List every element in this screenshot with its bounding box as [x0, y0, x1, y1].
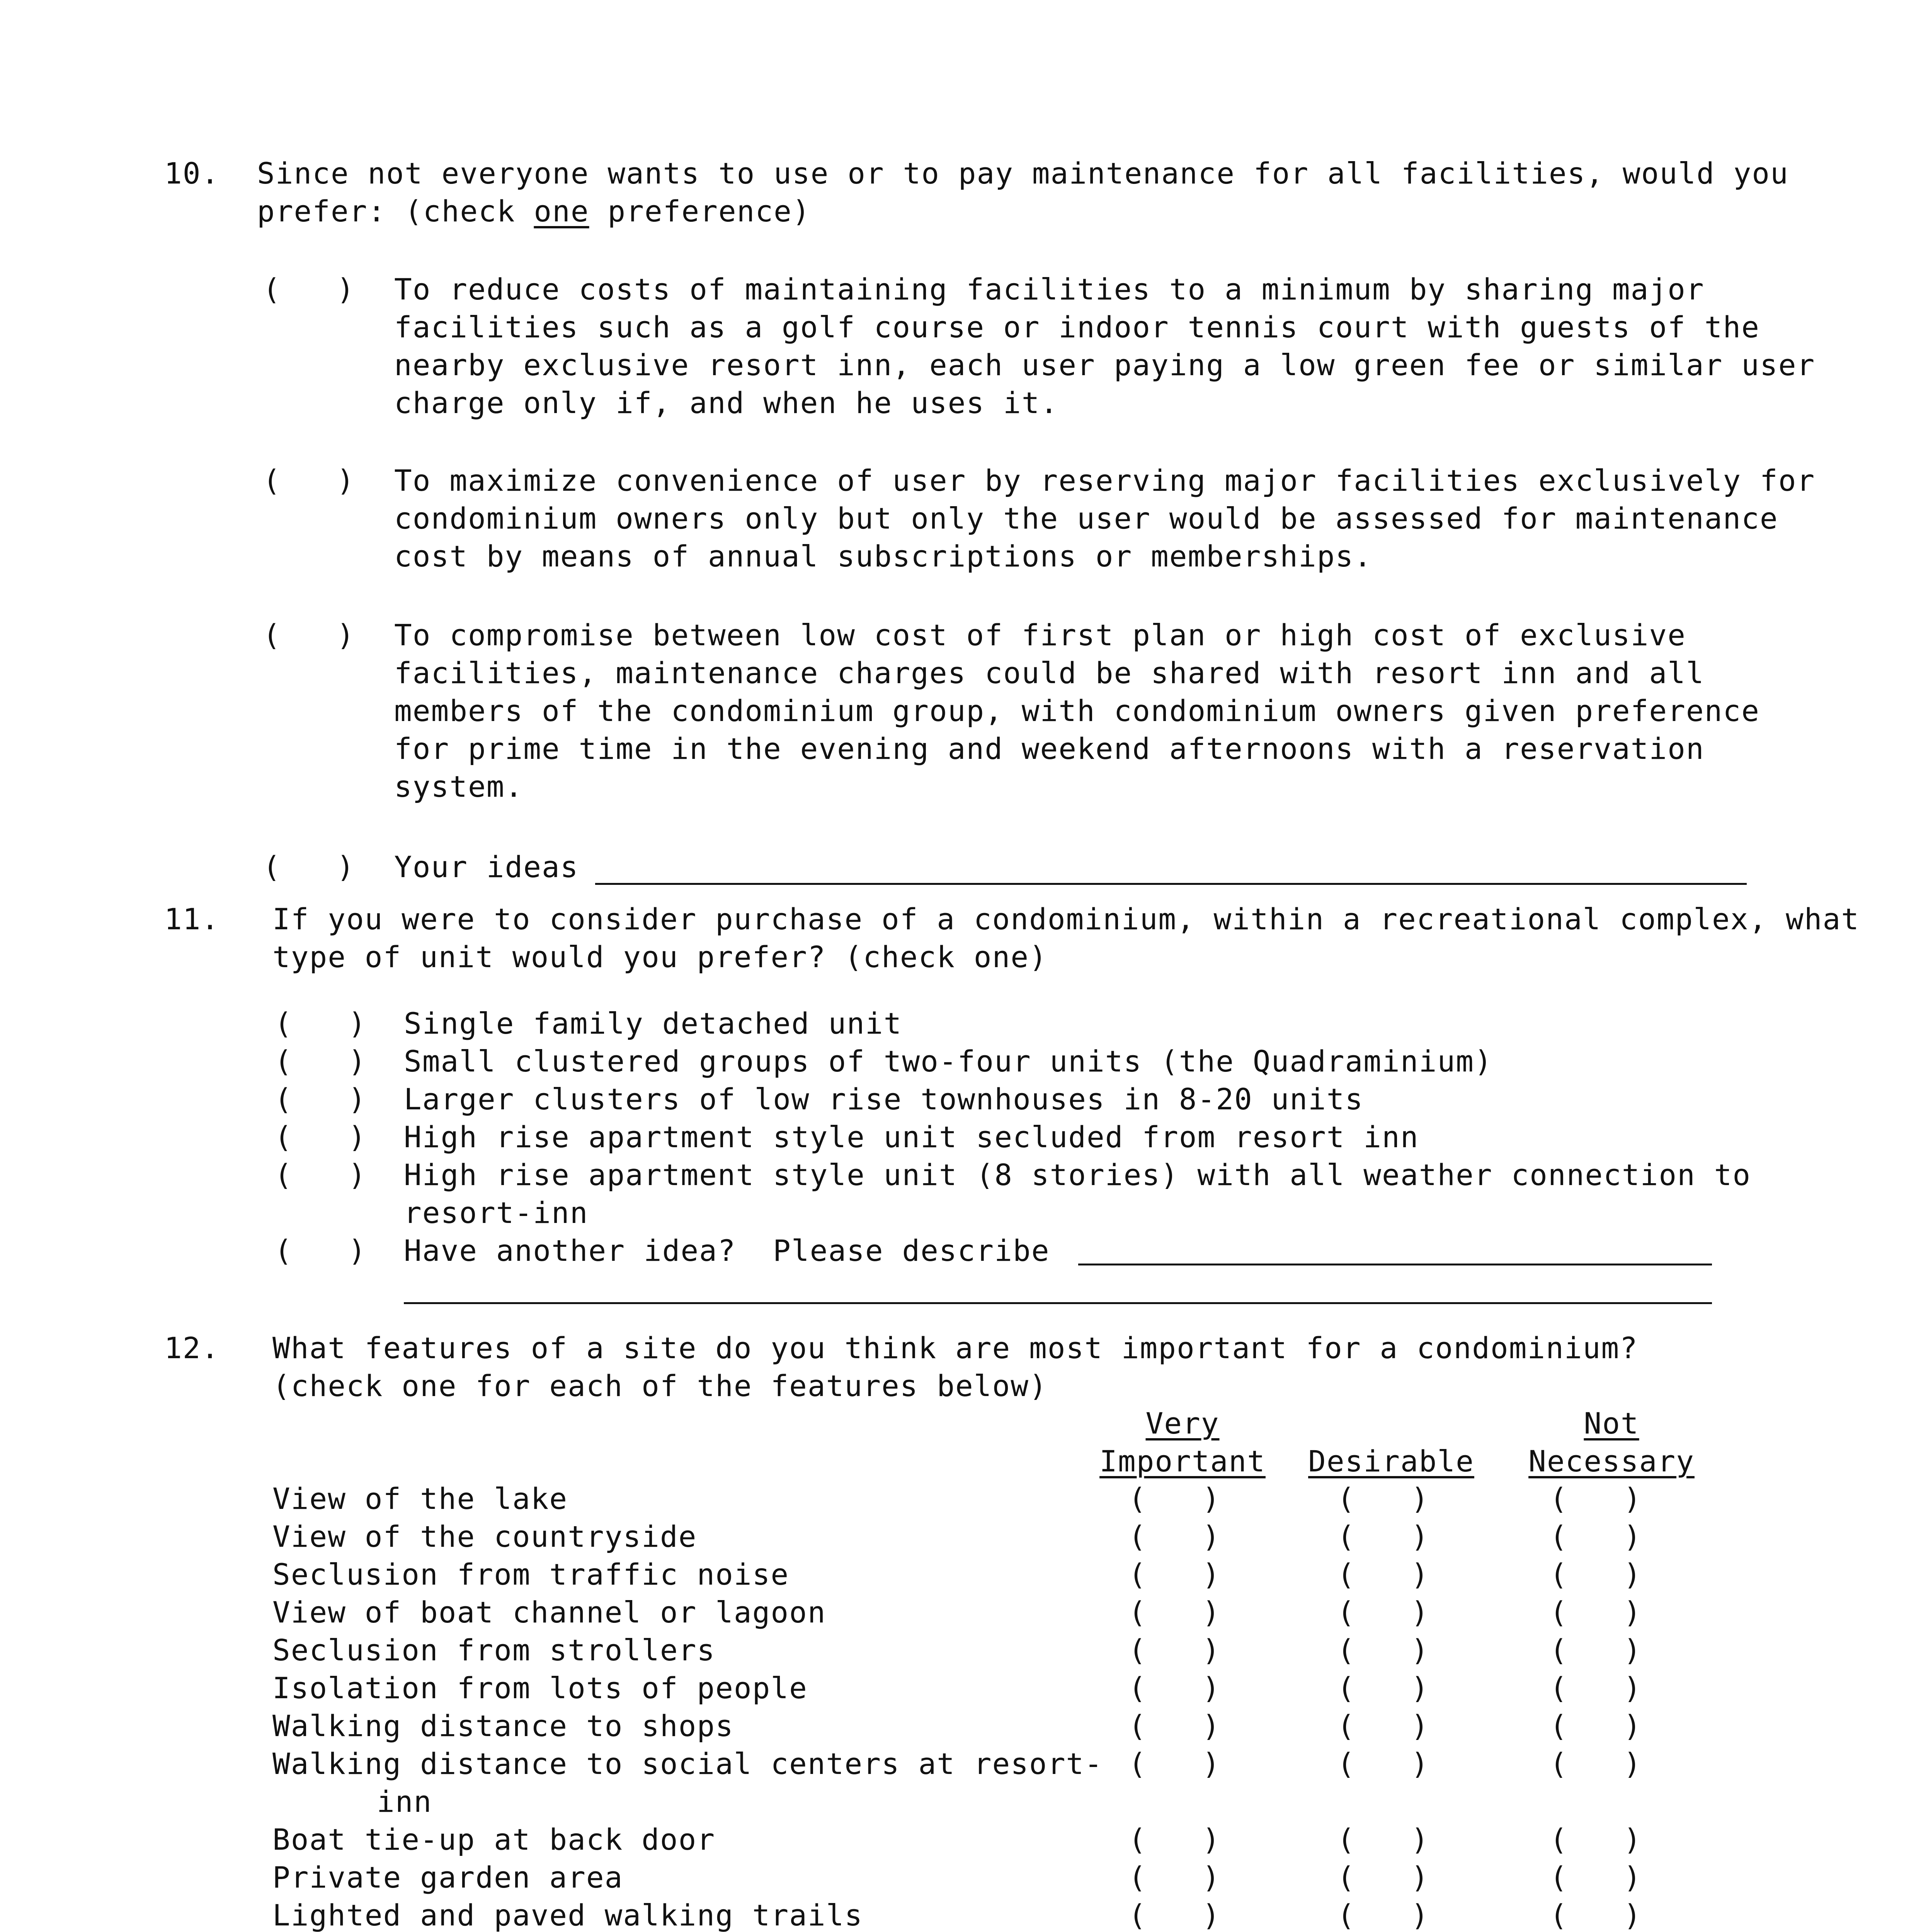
q11-option-4-checkbox[interactable]: ( ) — [274, 1120, 367, 1154]
feature-label: Walking distance to social centers at resort-inn — [272, 1747, 1103, 1819]
q11-option-3-text: Larger clusters of low rise townhouses in 8-20 units — [404, 1082, 1364, 1116]
q11-option-3-checkbox[interactable]: ( ) — [274, 1082, 367, 1116]
rating-checkbox-not-necessary[interactable]: ( ) — [1550, 1633, 1642, 1667]
rating-checkbox-desirable[interactable]: ( ) — [1337, 1595, 1429, 1629]
q11-option-6-checkbox[interactable]: ( ) — [274, 1233, 367, 1268]
q10-option-2-checkbox[interactable]: ( ) — [263, 463, 355, 498]
feature-label: View of the lake — [272, 1481, 568, 1516]
q10-option-1-text: To reduce costs of maintaining facilities to a minimum by sharing major facilities such as a golf course or indoor tennis court with guests of the nearby exclusive resort inn, each user paying a low green fee or similar user charge only if, and when he uses it. — [394, 272, 1816, 420]
question-12-number: 12. — [164, 1331, 220, 1365]
rating-checkbox-not-necessary[interactable]: ( ) — [1550, 1747, 1642, 1781]
rating-checkbox-not-necessary[interactable]: ( ) — [1550, 1671, 1642, 1705]
rating-checkbox-not-necessary[interactable]: ( ) — [1550, 1557, 1642, 1592]
q10-option-3-checkbox[interactable]: ( ) — [263, 618, 355, 652]
q11-option-4-text: High rise apartment style unit secluded from resort inn — [404, 1120, 1419, 1154]
q11-option-2-text: Small clustered groups of two-four units (the Quadraminium) — [404, 1044, 1493, 1078]
feature-label: Lighted and paved walking trails — [272, 1898, 863, 1932]
feature-label: View of the countryside — [272, 1519, 697, 1554]
rating-checkbox-not-necessary[interactable]: ( ) — [1550, 1481, 1642, 1516]
rating-checkbox-very-important[interactable]: ( ) — [1128, 1898, 1221, 1932]
q11-option-2-checkbox[interactable]: ( ) — [274, 1044, 367, 1078]
q10-option-3-text: To compromise between low cost of first plan or high cost of exclusive facilities, maintenance charges could be shared with resort inn and all members of the condominium group, with condominium owners given preference for prime time in the evening and weekend afternoons with a reservation system. — [394, 618, 1760, 804]
feature-label: View of boat channel or lagoon — [272, 1595, 826, 1629]
feature-label: Boat tie-up at back door — [272, 1822, 716, 1857]
feature-label: Isolation from lots of people — [272, 1671, 808, 1705]
rating-checkbox-very-important[interactable]: ( ) — [1128, 1481, 1221, 1516]
q10-option-1-checkbox[interactable]: ( ) — [263, 272, 355, 306]
q11-option-1-text: Single family detached unit — [404, 1006, 902, 1041]
rating-checkbox-desirable[interactable]: ( ) — [1337, 1519, 1429, 1554]
rating-checkbox-very-important[interactable]: ( ) — [1128, 1671, 1221, 1705]
rating-checkbox-not-necessary[interactable]: ( ) — [1550, 1519, 1642, 1554]
feature-label: Seclusion from strollers — [272, 1633, 716, 1667]
q10-option-4-checkbox[interactable]: ( ) — [263, 850, 355, 884]
rating-checkbox-not-necessary[interactable]: ( ) — [1550, 1898, 1642, 1932]
question-10-text: Since not everyone wants to use or to pay maintenance for all facilities, would you prefer: (check one preference) — [257, 156, 1789, 228]
feature-label: Walking distance to shops — [272, 1709, 734, 1743]
rating-checkbox-very-important[interactable]: ( ) — [1128, 1557, 1221, 1592]
rating-checkbox-desirable[interactable]: ( ) — [1337, 1633, 1429, 1667]
rating-checkbox-desirable[interactable]: ( ) — [1337, 1671, 1429, 1705]
rating-checkbox-desirable[interactable]: ( ) — [1337, 1860, 1429, 1895]
question-11-number: 11. — [164, 902, 220, 936]
feature-label: Seclusion from traffic noise — [272, 1557, 790, 1592]
question-10-number: 10. — [164, 156, 220, 190]
column-header-desirable: Desirable — [1308, 1444, 1474, 1478]
q11-option-6-text: Have another idea? Please describe — [404, 1233, 1050, 1268]
rating-checkbox-not-necessary[interactable]: ( ) — [1550, 1822, 1642, 1857]
rating-checkbox-very-important[interactable]: ( ) — [1128, 1633, 1221, 1667]
rating-checkbox-desirable[interactable]: ( ) — [1337, 1747, 1429, 1781]
describe-line-1[interactable] — [1078, 1264, 1712, 1265]
rating-checkbox-not-necessary[interactable]: ( ) — [1550, 1595, 1642, 1629]
rating-checkbox-not-necessary[interactable]: ( ) — [1550, 1709, 1642, 1743]
rating-checkbox-desirable[interactable]: ( ) — [1337, 1898, 1429, 1932]
q11-option-5-text: High rise apartment style unit (8 stories) with all weather connection to resort-inn — [404, 1158, 1751, 1230]
rating-checkbox-not-necessary[interactable]: ( ) — [1550, 1860, 1642, 1895]
question-11-text: If you were to consider purchase of a condominium, within a recreational complex, what type of unit would you prefer? (check one) — [272, 902, 1860, 974]
rating-checkbox-desirable[interactable]: ( ) — [1337, 1822, 1429, 1857]
rating-checkbox-desirable[interactable]: ( ) — [1337, 1557, 1429, 1592]
feature-label: Private garden area — [272, 1860, 623, 1895]
q10-option-4-text: Your ideas — [394, 850, 579, 884]
rating-checkbox-desirable[interactable]: ( ) — [1337, 1709, 1429, 1743]
column-header-very-important: Very Important — [1099, 1406, 1266, 1478]
rating-checkbox-very-important[interactable]: ( ) — [1128, 1595, 1221, 1629]
q11-option-5-checkbox[interactable]: ( ) — [274, 1158, 367, 1192]
rating-checkbox-desirable[interactable]: ( ) — [1337, 1481, 1429, 1516]
describe-line-2[interactable] — [404, 1302, 1712, 1304]
rating-checkbox-very-important[interactable]: ( ) — [1128, 1822, 1221, 1857]
column-header-not-necessary: Not Necessary — [1528, 1406, 1695, 1478]
rating-checkbox-very-important[interactable]: ( ) — [1128, 1709, 1221, 1743]
q10-option-2-text: To maximize convenience of user by reserving major facilities exclusively for condominium owners only but only the user would be assessed for maintenance cost by means of annual subscriptions or memberships. — [394, 463, 1816, 573]
rating-checkbox-very-important[interactable]: ( ) — [1128, 1747, 1221, 1781]
rating-checkbox-very-important[interactable]: ( ) — [1128, 1519, 1221, 1554]
rating-checkbox-very-important[interactable]: ( ) — [1128, 1860, 1221, 1895]
question-12-text: What features of a site do you think are most important for a condominium? (check one for each of the features below) — [272, 1331, 1638, 1403]
your-ideas-line[interactable] — [595, 883, 1747, 885]
q11-option-1-checkbox[interactable]: ( ) — [274, 1006, 367, 1041]
